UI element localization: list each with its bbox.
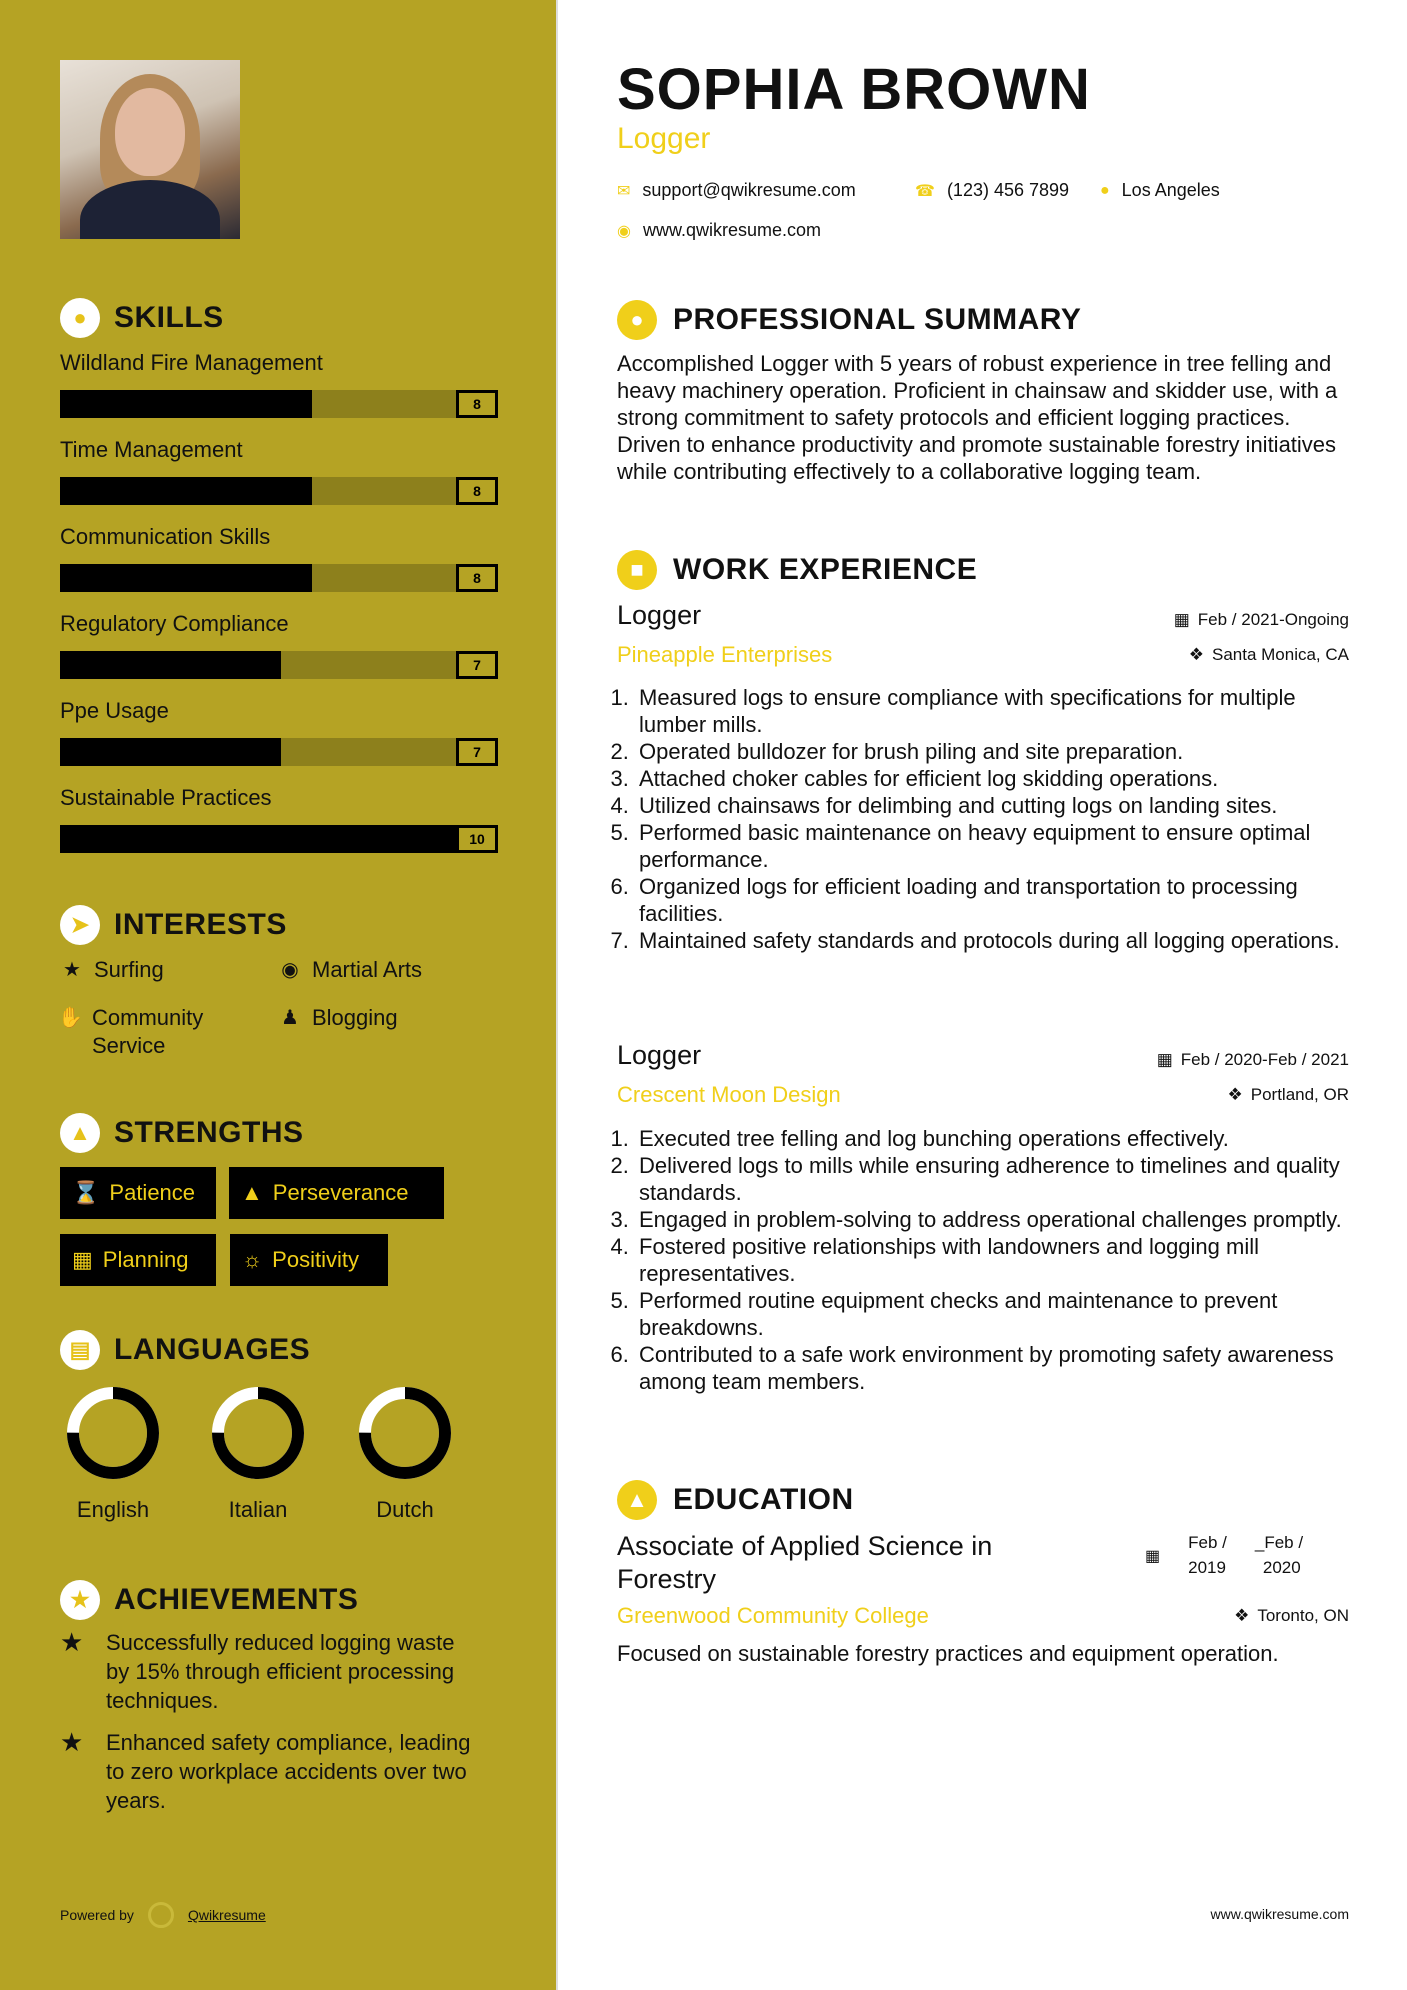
skill-bar-fill [60,825,498,853]
language-ring [357,1385,453,1481]
contact-email[interactable]: ✉ support@qwikresume.com [617,180,856,200]
skill-level: 8 [456,390,498,418]
star-icon: ★ [60,1627,84,1657]
hand-icon: ✋ [58,1007,83,1029]
skill-item [60,350,500,412]
users-icon: ♟ [281,1007,299,1029]
skill-level: 8 [456,564,498,592]
calendar-icon: ▦ [1173,610,1190,629]
skill-item [60,524,500,586]
skill-level: 7 [456,738,498,766]
job-duties [617,684,1357,954]
job-date: ▦ Feb / 2020-Feb / 2021 [1156,1050,1349,1069]
strength-badge: ▲ Perseverance [229,1167,444,1219]
calendar-icon: ▦ [72,1247,93,1272]
sidebar [0,0,558,1990]
skill-name: Time Management [60,437,243,462]
language-ring [210,1385,306,1481]
job-duty-item: 5. Performed routine equipment checks and maintenance to prevent breakdowns. [635,1287,1357,1341]
edu-degree: Associate of Applied Science in Forestry [617,1531,993,1594]
language-ring [65,1385,161,1481]
skill-level: 10 [456,825,498,853]
star-icon: ★ [60,1727,84,1757]
job-title: Logger [617,600,702,630]
job-duty-item: 6. Organized logs for efficient loading and transportation to processing facilities. [635,873,1357,927]
fist-icon: ▲ [60,1113,100,1153]
job-duty-item: 4. Utilized chainsaws for delimbing and cutting logs on landing sites. [635,792,1357,819]
interest-item: ✋ Community Service [58,1005,204,1058]
job-location: ❖ Portland, OR [1227,1085,1349,1104]
globe-icon: ◉ [281,959,299,981]
qwikresume-logo-icon [148,1902,174,1928]
skill-name: Ppe Usage [60,698,169,723]
edu-location: ❖ Toronto, ON [1234,1606,1349,1625]
contact-website[interactable]: ◉ www.qwikresume.com [617,220,822,240]
footer-url[interactable]: www.qwikresume.com [1210,1906,1349,1922]
graduation-icon: ▲ [617,1480,657,1520]
edu-dates [1145,1530,1303,1580]
skill-item [60,437,500,499]
language-item: Dutch [345,1385,465,1523]
job-duty-item: 1. Measured logs to ensure compliance with specifications for multiple lumber mills. [635,684,1357,738]
strengths-heading: ▲ STRENGTHS [60,1113,304,1153]
strength-badge: ☼ Positivity [230,1234,388,1286]
skill-bar-fill [60,738,281,766]
skill-name: Communication Skills [60,524,271,549]
interest-item: ★ Surfing [60,956,164,984]
skill-bar-fill [60,651,281,679]
summary-text: Accomplished Logger with 5 years of robust experience in tree felling and heavy machinery operation. Proficient in chainsaw and skidder use, with a strong commitment to safety protocols and efficient logging practices. Driven to enhance productivity and promote sustainable forestry initiatives while contributing effectively to a collaborative logging team. [617,351,1338,484]
language-item: English [53,1385,173,1523]
job-company: Crescent Moon Design [617,1082,841,1107]
skills-heading: ● SKILLS [60,298,224,338]
sun-icon: ☼ [242,1247,263,1272]
job-duty-item: 3. Attached choker cables for efficient log skidding operations. [635,765,1357,792]
edu-school: Greenwood Community College [617,1603,929,1628]
calendar-icon: ▦ [1156,1050,1173,1069]
languages-heading: ▤ LANGUAGES [60,1330,310,1370]
pin-icon: ❖ [1188,645,1204,664]
powered-by: Powered by Qwikresume [60,1902,266,1928]
calendar-icon: ▦ [1145,1548,1161,1565]
education-heading: ▲ EDUCATION [617,1480,854,1520]
job-company: Pineapple Enterprises [617,642,833,667]
language-icon: ▤ [60,1330,100,1370]
job-location: ❖ Santa Monica, CA [1188,645,1349,664]
skill-bar-fill [60,564,312,592]
achievements-heading: ★ ACHIEVEMENTS [60,1580,358,1620]
envelope-icon: ✉ [617,182,631,200]
user-icon: ● [617,300,657,340]
pin-icon: ❖ [1234,1606,1250,1625]
job-duty-item: 7. Maintained safety standards and protocols during all logging operations. [635,927,1357,954]
road-icon: ▲ [241,1180,263,1205]
achievement-item: ★ Enhanced safety compliance, leading to zero workplace accidents over two years. [60,1727,471,1813]
contact-location: ● Los Angeles [1100,180,1220,200]
skill-bar-fill [60,477,312,505]
edu-end: _Feb / 2020 [1254,1533,1304,1577]
pin-icon: ❖ [1227,1085,1243,1104]
skill-bar-fill [60,390,312,418]
job-title: Logger [617,1040,702,1070]
skill-bar [60,825,498,853]
skill-name: Sustainable Practices [60,785,272,810]
lightbulb-icon: ● [60,298,100,338]
job-duty-item: 1. Executed tree felling and log bunching operations effectively. [635,1125,1357,1152]
skill-bar [60,477,498,505]
interest-item: ◉ Martial Arts [278,956,422,984]
globe-icon: ◉ [617,222,631,240]
skill-name: Regulatory Compliance [60,611,289,636]
edu-start: Feb / 2019 [1188,1533,1227,1577]
brand-link[interactable]: Qwikresume [187,1907,266,1923]
strength-badge: ⌛ Patience [60,1167,216,1219]
achievement-item: ★ Successfully reduced logging waste by 15% through efficient processing techniques. [60,1627,455,1713]
language-item: Italian [198,1385,318,1523]
trophy-icon: ★ [60,1580,100,1620]
skill-bar [60,738,498,766]
skill-level: 8 [456,477,498,505]
job-duty-item: 3. Engaged in problem-solving to address operational challenges promptly. [635,1206,1357,1233]
star-icon: ★ [63,959,81,981]
candidate-name: SOPHIA BROWN [617,57,1091,122]
job-duty-item: 4. Fostered positive relationships with landowners and logging mill representatives. [635,1233,1357,1287]
paper-plane-icon: ➤ [60,905,100,945]
skill-bar [60,564,498,592]
hourglass-icon: ⌛ [72,1180,100,1205]
skill-name: Wildland Fire Management [60,350,323,375]
job-duty-item: 6. Contributed to a safe work environment by promoting safety awareness among team members. [635,1341,1357,1395]
candidate-role: Logger [617,122,711,155]
experience-heading: ■ WORK EXPERIENCE [617,550,977,590]
profile-photo [60,60,240,239]
skill-item [60,611,500,673]
skill-bar [60,390,498,418]
skill-item [60,785,500,847]
job-duty-item: 2. Delivered logs to mills while ensuring adherence to timelines and quality standards. [635,1152,1357,1206]
job-duties [617,1125,1357,1395]
skill-bar [60,651,498,679]
skill-level: 7 [456,651,498,679]
job-date: ▦ Feb / 2021-Ongoing [1173,610,1349,629]
skill-item [60,698,500,760]
job-duty-item: 5. Performed basic maintenance on heavy equipment to ensure optimal performance. [635,819,1357,873]
job-duty-item: 2. Operated bulldozer for brush piling and site preparation. [635,738,1357,765]
briefcase-icon: ■ [617,550,657,590]
phone-icon: ☎ [915,182,935,200]
summary-heading: ● PROFESSIONAL SUMMARY [617,300,1081,340]
strength-badge: ▦ Planning [60,1234,216,1286]
contact-phone[interactable]: ☎ (123) 456 7899 [915,180,1070,200]
interest-item: ♟ Blogging [278,1004,398,1032]
interests-heading: ➤ INTERESTS [60,905,287,945]
edu-description: Focused on sustainable forestry practices and equipment operation. [617,1641,1279,1666]
map-pin-icon: ● [1100,181,1110,199]
